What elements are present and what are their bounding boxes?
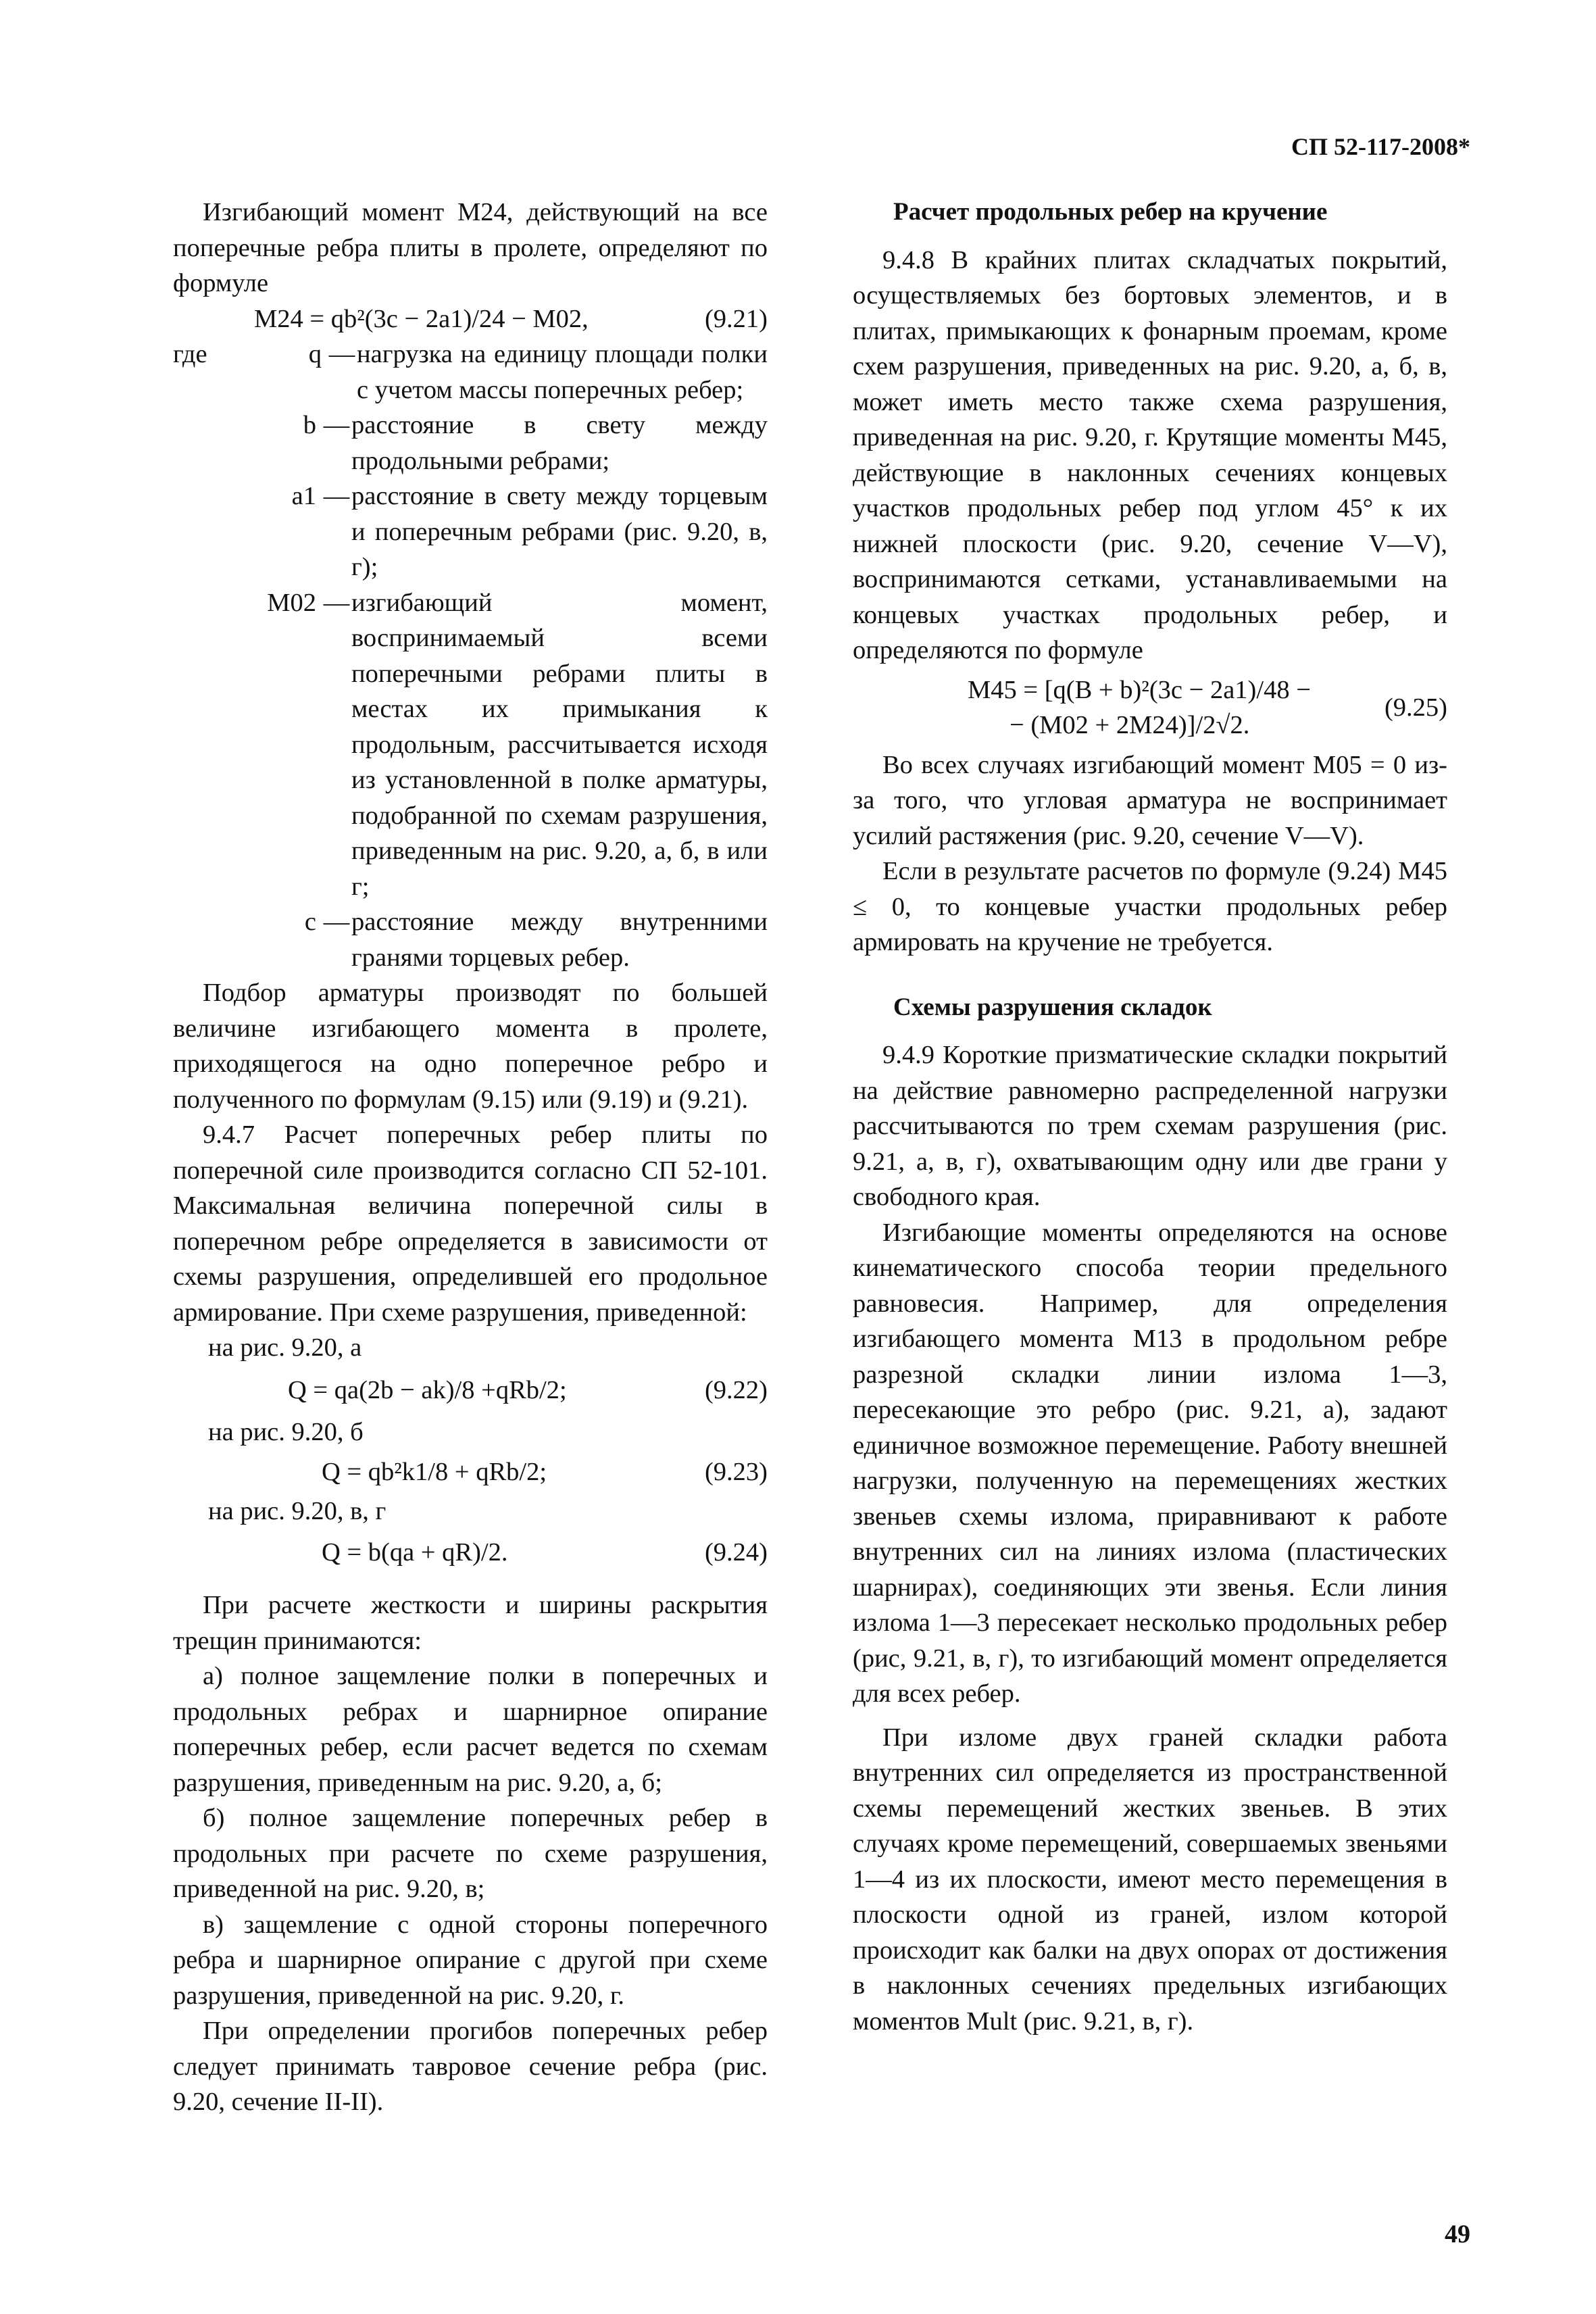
paragraph-9-4-9: 9.4.9 Короткие призматические складки покрытий на действие равномерно распределенной нагрузки рассчитываются по трем схемам разрушения (рис. 9.21, а, в, г), охватывающим одну или две грани у свободного края. bbox=[853, 1041, 1447, 1211]
section-heading-failure-schemes: Схемы разрушения складок bbox=[893, 993, 1212, 1021]
definition-dash: — bbox=[323, 411, 350, 439]
paragraph-bending-moments: Изгибающие моменты определяются на основе кинематического способа теории предельного равновесия. Например, для определения изгибающего момента M13 в продольном ребре разрезной складки линии излома 1—3, пересекающие это ребро (рис. 9.21, а), задают единичное возможное перемещение. Работу внешней нагрузки, полученную на перемещениях жестких звеньев схемы излома, приравнивают к работе внутренних сил на линиях излома (пластических шарнирах), соединяющих эти звенья. Если линия излома 1—3 пересекает несколько продольных ребер (рис, 9.21, в, г), то изгибающий момент определяется для всех ребер. bbox=[853, 1218, 1447, 1708]
paragraph-stiffness: При расчете жесткости и ширины раскрытия трещин принимаются: bbox=[173, 1591, 768, 1655]
formula-9-21 bbox=[173, 301, 768, 337]
definition-text: нагрузка на единицу площади полки с учетом массы поперечных ребер; bbox=[357, 340, 768, 404]
paragraph-item-a: а) полное защемление полки в поперечных и продольных ребрах и шарнирное опирание поперечных ребер, если расчет ведется по схемам разрушения, приведенным на рис. 9.20, а, б; bbox=[173, 1662, 768, 1797]
definition-text: расстояние в свету между продольными ребрами; bbox=[351, 411, 768, 475]
paragraph-9-4-8: 9.4.8 В крайних плитах складчатых покрытий, осуществляемых без бортовых элементов, и в плитах, примыкающих к фонарным проемам, кроме схем разрушения, приведенных на рис. 9.20, а, б, в, может иметь место также схема разрушения, приведенная на рис. 9.20, г. Крутящие моменты M45, действующие в наклонных сечениях концевых участков продольных ребер под углом 45° к их нижней плоскости (рис. 9.20, сечение V—V), воспринимаются сетками, устанавливаемыми на концевых участках продольных ребер, и определяются по формуле bbox=[853, 245, 1447, 664]
formula-9-22 bbox=[173, 1373, 768, 1408]
formula-9-25-number: (9.25) bbox=[1384, 693, 1447, 722]
formula-9-21-number: (9.21) bbox=[704, 304, 768, 333]
formula-9-23 bbox=[173, 1454, 768, 1490]
right-column bbox=[853, 195, 1447, 2039]
definition-row bbox=[173, 904, 768, 975]
formula-9-22-number: (9.22) bbox=[704, 1375, 768, 1404]
definition-symbol: M02 bbox=[267, 588, 316, 617]
label-fig-9-20-a: на рис. 9.20, а bbox=[208, 1333, 362, 1362]
formula-9-23-number: (9.23) bbox=[704, 1457, 768, 1486]
definition-text: изгибающий момент, воспринимаемый всеми поперечными ребрами плиты в местах их примыкания к продольным, рассчитывается исходя из установленной в полке арматуры, подобранной по схемам разрушения, приведенным на рис. 9.20, а, б, в или г; bbox=[351, 588, 768, 901]
paragraph-deflection: При определении прогибов поперечных ребер следует принимать тавровое сечение ребра (рис. 9.20, сечение II-II). bbox=[173, 2017, 768, 2116]
formula-9-24-number: (9.24) bbox=[704, 1537, 768, 1567]
paragraph-item-b: б) полное защемление поперечных ребер в продольных при расчете по схеме разрушения, приведенной на рис. 9.20, в; bbox=[173, 1804, 768, 1903]
formula-9-24 bbox=[173, 1535, 768, 1571]
definition-row bbox=[173, 408, 768, 478]
definition-symbol: b bbox=[303, 411, 316, 439]
definition-dash: — bbox=[323, 482, 350, 510]
where-word: где bbox=[173, 340, 207, 368]
definition-dash: — bbox=[323, 908, 350, 936]
formula-9-22-expr: Q = qa(2b − ak)/8 +qRb/2; bbox=[288, 1375, 567, 1404]
definition-symbol: c bbox=[304, 908, 316, 936]
running-header: СП 52-117-2008* bbox=[1291, 133, 1470, 160]
paragraph-reinforcement: Подбор арматуры производят по большей величине изгибающего момента в пролете, приходящегося на одно поперечное ребро и полученного по формулам (9.15) или (9.19) и (9.21). bbox=[173, 979, 768, 1114]
label-fig-9-20-vg: на рис. 9.20, в, г bbox=[208, 1497, 386, 1525]
definition-dash: — bbox=[328, 340, 355, 368]
paragraph-m45: Если в результате расчетов по формуле (9.24) M45 ≤ 0, то концевые участки продольных ребер армировать на кручение не требуется. bbox=[853, 857, 1447, 956]
formula-9-25 bbox=[853, 672, 1447, 743]
paragraph-item-v: в) защемление с одной стороны поперечного ребра и шарнирное опирание с другой при схеме разрушения, приведенной на рис. 9.20, г. bbox=[173, 1910, 768, 2010]
definition-row bbox=[173, 337, 768, 408]
definition-row bbox=[173, 478, 768, 585]
formula-9-25-line2: − (M02 + 2M24)]/2√2. bbox=[1009, 711, 1250, 739]
definition-dash: — bbox=[323, 588, 350, 617]
definition-symbol: a1 bbox=[291, 482, 316, 510]
definition-row bbox=[173, 585, 768, 905]
paragraph-two-faces: При изломе двух граней складки работа внутренних сил определяется из пространственной схемы перемещений жестких звеньев. В этих случаях кроме перемещений, совершаемых звеньями 1—4 из их плоскости, имеют место перемещения в плоскости одной из граней, излом которой происходит как балки на двух опорах от достижения в наклонных сечениях предельных изгибающих моментов Mult (рис. 9.21, в, г). bbox=[853, 1723, 1447, 2036]
definition-text: расстояние между внутренними гранями торцевых ребер. bbox=[351, 908, 768, 972]
formula-9-21-expr: M24 = qb²(3c − 2a1)/24 − M02, bbox=[254, 304, 589, 333]
symbol-definitions bbox=[173, 337, 768, 975]
section-heading-torsion: Расчет продольных ребер на кручение bbox=[893, 198, 1328, 226]
formula-9-25-line1: M45 = [q(B + b)²(3c − 2a1)/48 − bbox=[968, 675, 1311, 704]
formula-9-24-expr: Q = b(qa + qR)/2. bbox=[322, 1537, 508, 1567]
left-column bbox=[173, 195, 768, 2120]
label-fig-9-20-b: на рис. 9.20, б bbox=[208, 1418, 364, 1446]
paragraph-m24-intro: Изгибающий момент M24, действующий на все поперечные ребра плиты в пролете, определяют по формуле bbox=[173, 198, 768, 297]
page-number: 49 bbox=[1445, 2220, 1470, 2248]
paragraph-9-4-7: 9.4.7 Расчет поперечных ребер плиты по поперечной силе производится согласно СП 52-101. Максимальная величина поперечной силы в поперечном ребре определяется в зависимости от схемы разрушения, определившей его продольное армирование. При схеме разрушения, приведенной: bbox=[173, 1121, 768, 1327]
paragraph-m05: Во всех случаях изгибающий момент M05 = 0 из-за того, что угловая арматура не воспринимает усилий растяжения (рис. 9.20, сечение V—V). bbox=[853, 750, 1447, 850]
definition-text: расстояние в свету между торцевым и поперечным ребрами (рис. 9.20, в, г); bbox=[351, 482, 768, 581]
formula-9-23-expr: Q = qb²k1/8 + qRb/2; bbox=[322, 1457, 547, 1486]
definition-symbol: q bbox=[308, 340, 322, 368]
